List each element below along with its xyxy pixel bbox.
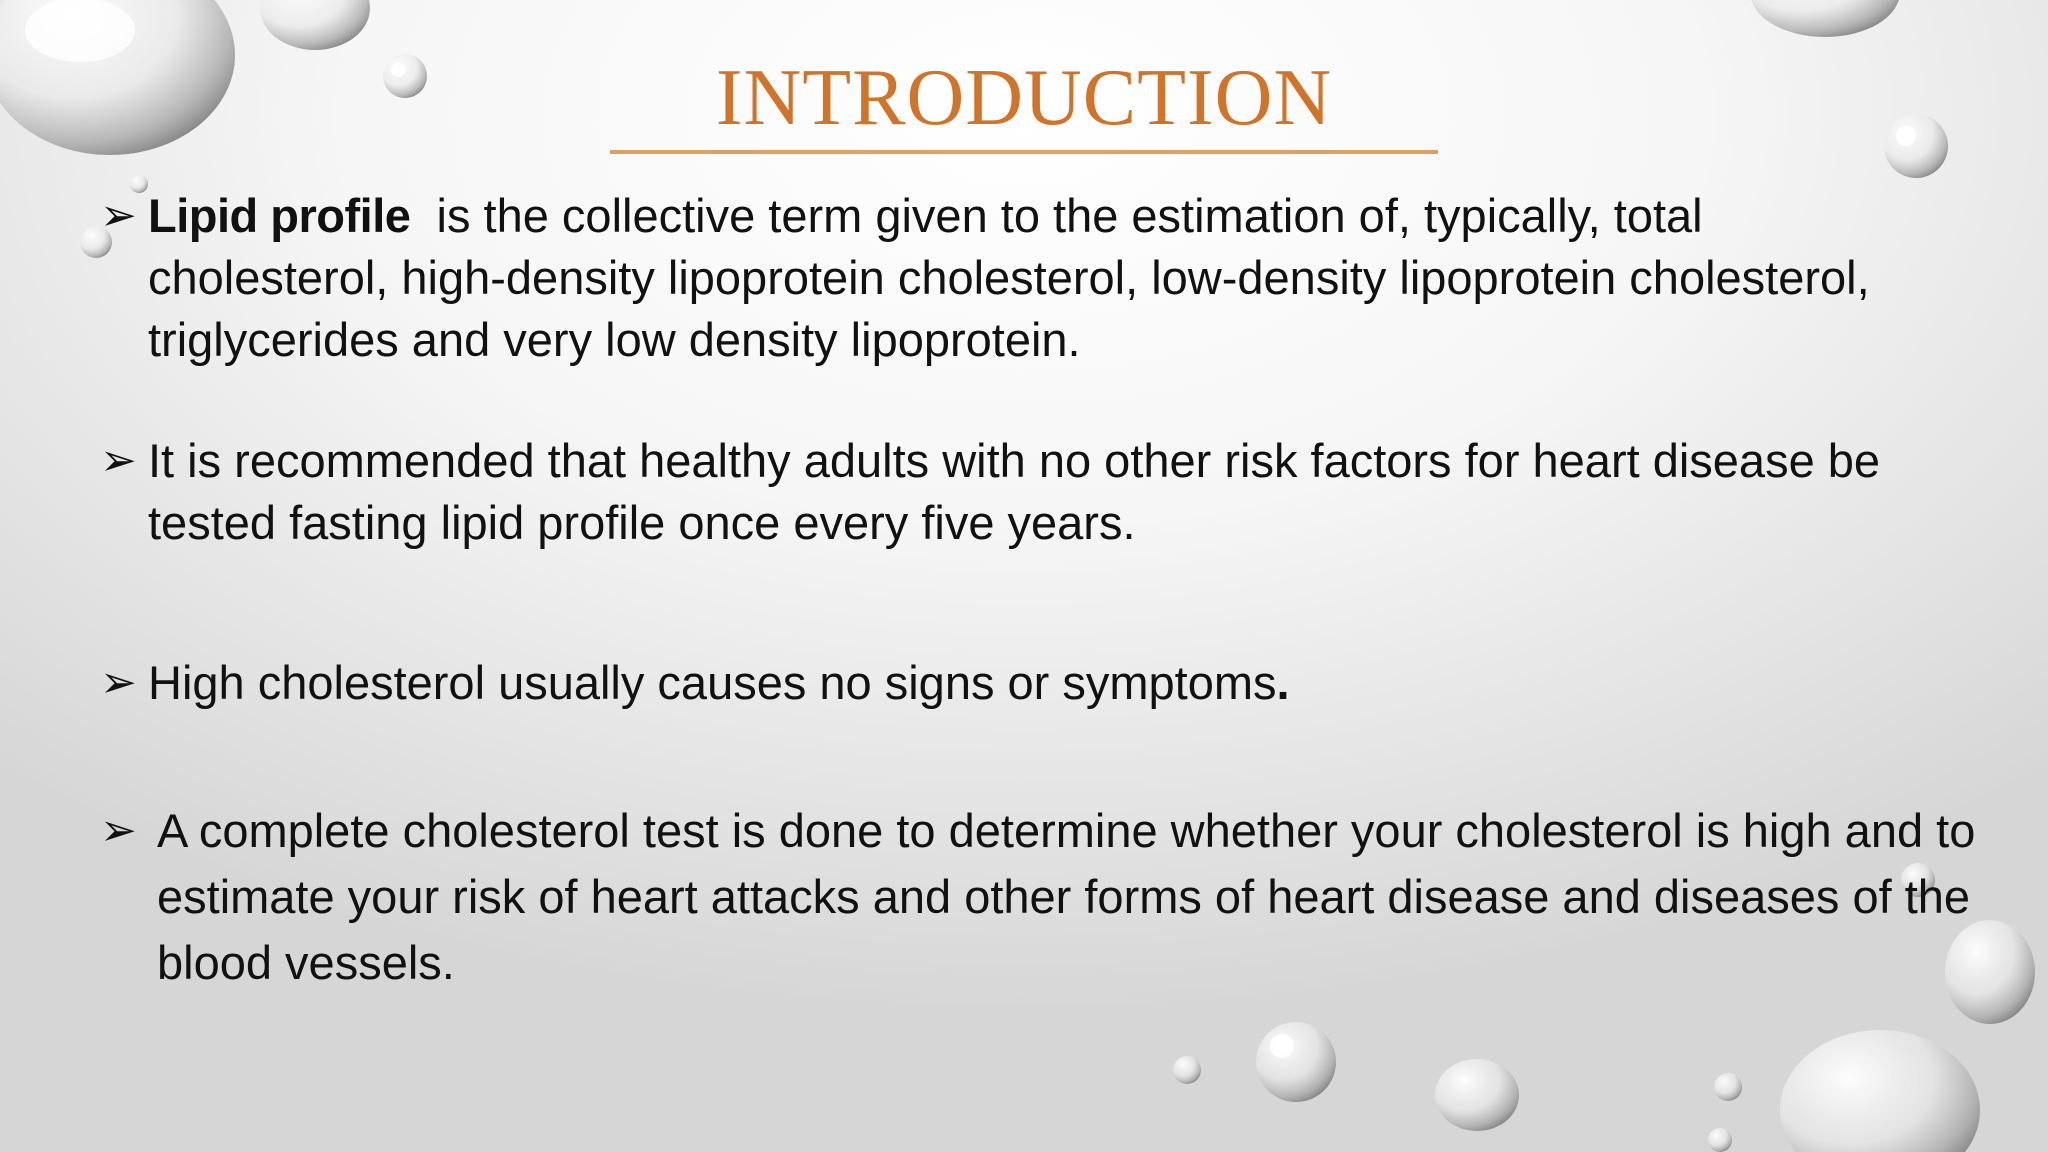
arrowhead-bullet-icon: ➢	[100, 805, 137, 856]
arrowhead-bullet-icon: ➢	[100, 435, 137, 486]
bullet-item-4	[100, 798, 2000, 996]
title-underline	[610, 150, 1438, 154]
bullet-item-2	[100, 430, 2000, 554]
bullet-tail-3: .	[1276, 656, 1290, 709]
drop-top-left-medium	[260, 0, 370, 50]
bullet-text-1	[100, 185, 1920, 371]
bullet-text-4: A complete cholesterol test is done to determine whether your cholesterol is high and to estimate your risk of heart attacks and other forms of heart disease and diseases of the blood vessels.	[157, 804, 1976, 989]
drop-top-right	[1750, 0, 1900, 37]
bullet-body-3: High cholesterol usually causes no signs or symptoms	[148, 656, 1277, 709]
arrowhead-bullet-icon: ➢	[100, 657, 137, 708]
drop-bottom-center	[1173, 1022, 1742, 1152]
bullet-item-3	[100, 652, 1920, 714]
bullet-text-3	[100, 652, 1920, 714]
bullet-text-2: It is recommended that healthy adults with no other risk factors for heart disease be tested fasting lipid profile once every five years.	[148, 434, 1881, 549]
bullet-lead-term: Lipid profile	[148, 189, 411, 242]
bullet-body-1: is the collective term given to the estimation of, typically, total cholesterol, high-density lipoprotein cholesterol, low-density lipoprotein cholesterol, triglycerides and very low density lipoprotein.	[148, 189, 1883, 366]
drop-bottom-right-large	[1780, 1030, 1980, 1152]
bullet-item-1	[100, 185, 1920, 371]
arrowhead-bullet-icon: ➢	[100, 190, 137, 241]
slide-title: INTRODUCTION	[715, 54, 1333, 142]
